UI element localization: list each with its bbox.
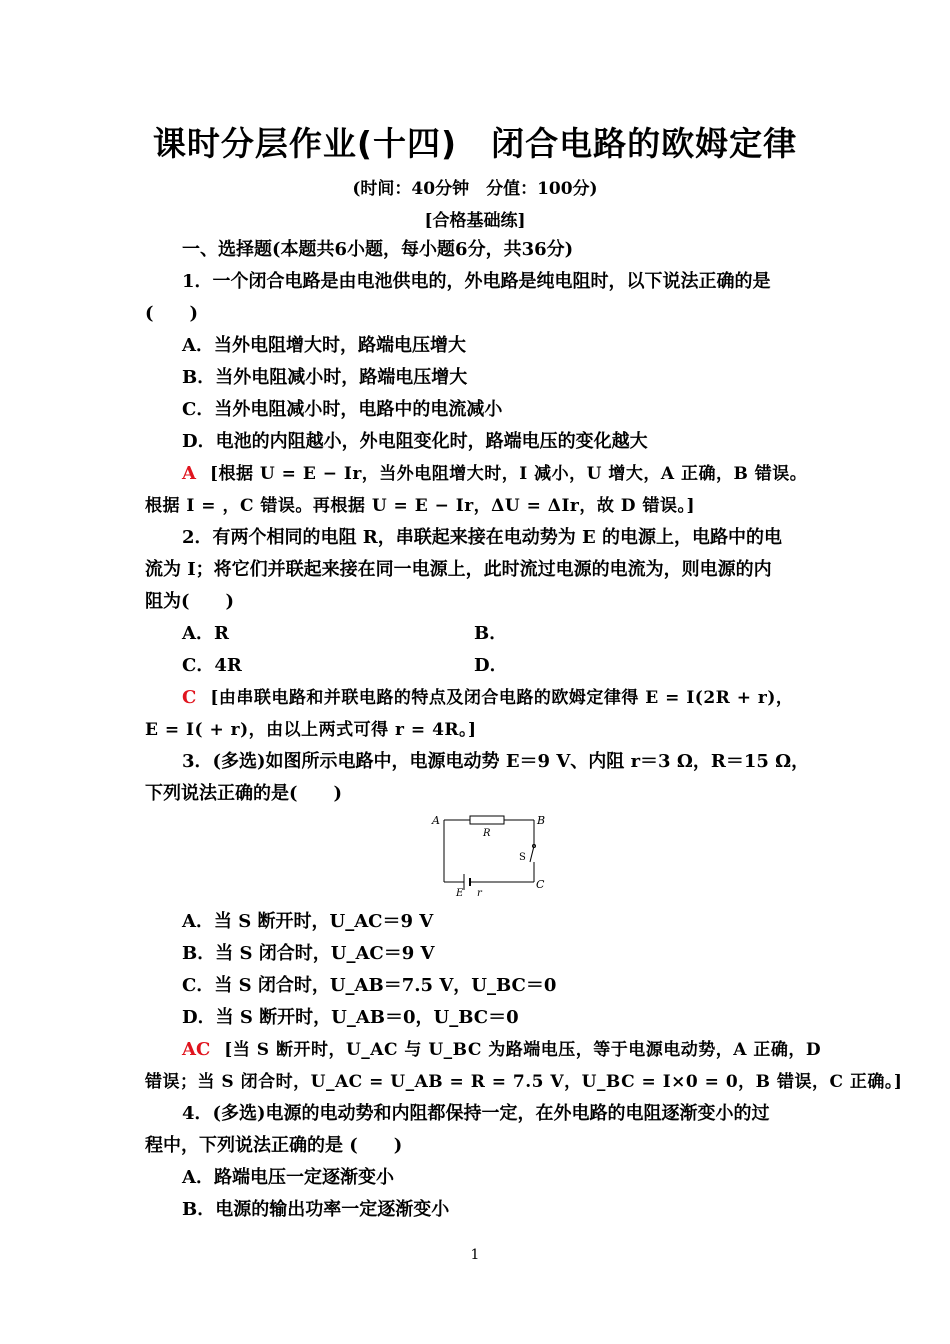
- internal-r-label: r: [477, 888, 482, 899]
- q2-stem-line2: 流为 I；将它们并联起来接在同一电源上，此时流过电源的电流为，则电源的内: [145, 559, 772, 580]
- part-heading: 一、选择题(本题共6小题，每小题6分，共36分): [182, 239, 574, 260]
- q3-stem-line1: 3．(多选)如图所示电路中，电源电动势 E＝9 V、内阻 r＝3 Ω，R＝15 Ω，: [182, 751, 810, 772]
- q3-option-b: B．当 S 闭合时，U_AC＝9 V: [182, 943, 435, 964]
- q1-explanation-line1: [182, 462, 862, 486]
- time-score-info: (时间：40分钟 分值：100分): [352, 179, 598, 199]
- page-number: 1: [470, 1247, 480, 1263]
- q3-option-a: A．当 S 断开时，U_AC＝9 V: [182, 911, 434, 932]
- q1-option-d: D．电池的内阻越小，外电阻变化时，路端电压的变化越大: [182, 431, 648, 452]
- q4-option-b: B．电源的输出功率一定逐渐变小: [182, 1199, 450, 1220]
- q2-answer-key: C: [182, 687, 197, 708]
- q2-option-a: A．R: [182, 623, 229, 644]
- q3-explanation-line2: 错误；当 S 闭合时，U_AC = U_AB = R = 7.5 V，U_BC = I×0 = 0，B 错误，C 正确。]: [145, 1072, 903, 1092]
- q3-option-c: C．当 S 闭合时，U_AB＝7.5 V，U_BC＝0: [182, 975, 557, 996]
- q2-options-row1: [182, 622, 862, 646]
- q4-stem-line2: 程中，下列说法正确的是 ( ): [145, 1135, 403, 1156]
- q2-option-b: B．: [474, 623, 508, 644]
- circuit-diagram: [428, 810, 552, 900]
- switch-s-blade: [530, 846, 534, 862]
- page-title: 课时分层作业(十四) 闭合电路的欧姆定律: [152, 124, 798, 163]
- q3-explanation-text1: [当 S 断开时，U_AC 与 U_BC 为路端电压，等于电源电动势，A 正确，D: [224, 1040, 822, 1060]
- switch-s-label: S: [519, 852, 526, 863]
- node-c-label: C: [536, 878, 545, 891]
- section-heading: [合格基础练]: [424, 211, 526, 231]
- q1-stem-line2: ( ): [145, 303, 199, 324]
- resistor-r-symbol: [470, 816, 504, 824]
- q3-answer-key: AC: [182, 1039, 211, 1060]
- node-b-label: B: [537, 814, 546, 827]
- node-a-label: A: [432, 814, 440, 827]
- q1-explanation-text1: [根据 U = E − Ir，当外电阻增大时，I 减小，U 增大，A 正确，B 错误。: [209, 464, 808, 484]
- q1-explanation-line2: 根据 I = ，C 错误。再根据 U = E − Ir，ΔU = ΔIr，故 D 错误。]: [145, 496, 695, 516]
- q4-option-a: A．路端电压一定逐渐变小: [182, 1167, 394, 1188]
- q2-stem-line3: 阻为( ): [145, 591, 235, 612]
- q2-option-c: C．4R: [182, 655, 242, 676]
- q3-explanation-line1: [182, 1038, 862, 1062]
- q1-stem-line1: 1．一个闭合电路是由电池供电的，外电路是纯电阻时，以下说法正确的是: [182, 271, 771, 292]
- q2-stem-line1: 2．有两个相同的电阻 R，串联起来接在电动势为 E 的电源上，电路中的电: [182, 527, 782, 548]
- resistor-r-label: R: [483, 828, 491, 839]
- q3-option-d: D．当 S 断开时，U_AB＝0，U_BC＝0: [182, 1007, 519, 1028]
- q2-explanation-text1: [由串联电路和并联电路的特点及闭合电路的欧姆定律得 E = I(2R + r)，: [210, 688, 794, 708]
- q2-options-row2: [182, 654, 862, 678]
- q1-answer-key: A: [182, 463, 196, 484]
- q1-option-a: A．当外电阻增大时，路端电压增大: [182, 335, 466, 356]
- q2-option-d: D．: [474, 655, 508, 676]
- q2-explanation-line1: [182, 686, 862, 710]
- q2-explanation-line2: E = I( + r)，由以上两式可得 r = 4R。]: [145, 720, 477, 740]
- q1-option-c: C．当外电阻减小时，电路中的电流减小: [182, 399, 503, 420]
- q1-option-b: B．当外电阻减小时，路端电压增大: [182, 367, 468, 388]
- emf-e-label: E: [456, 888, 464, 899]
- q4-stem-line1: 4．(多选)电源的电动势和内阻都保持一定，在外电路的电阻逐渐变小的过: [182, 1103, 770, 1124]
- q3-stem-line2: 下列说法正确的是( ): [145, 783, 343, 804]
